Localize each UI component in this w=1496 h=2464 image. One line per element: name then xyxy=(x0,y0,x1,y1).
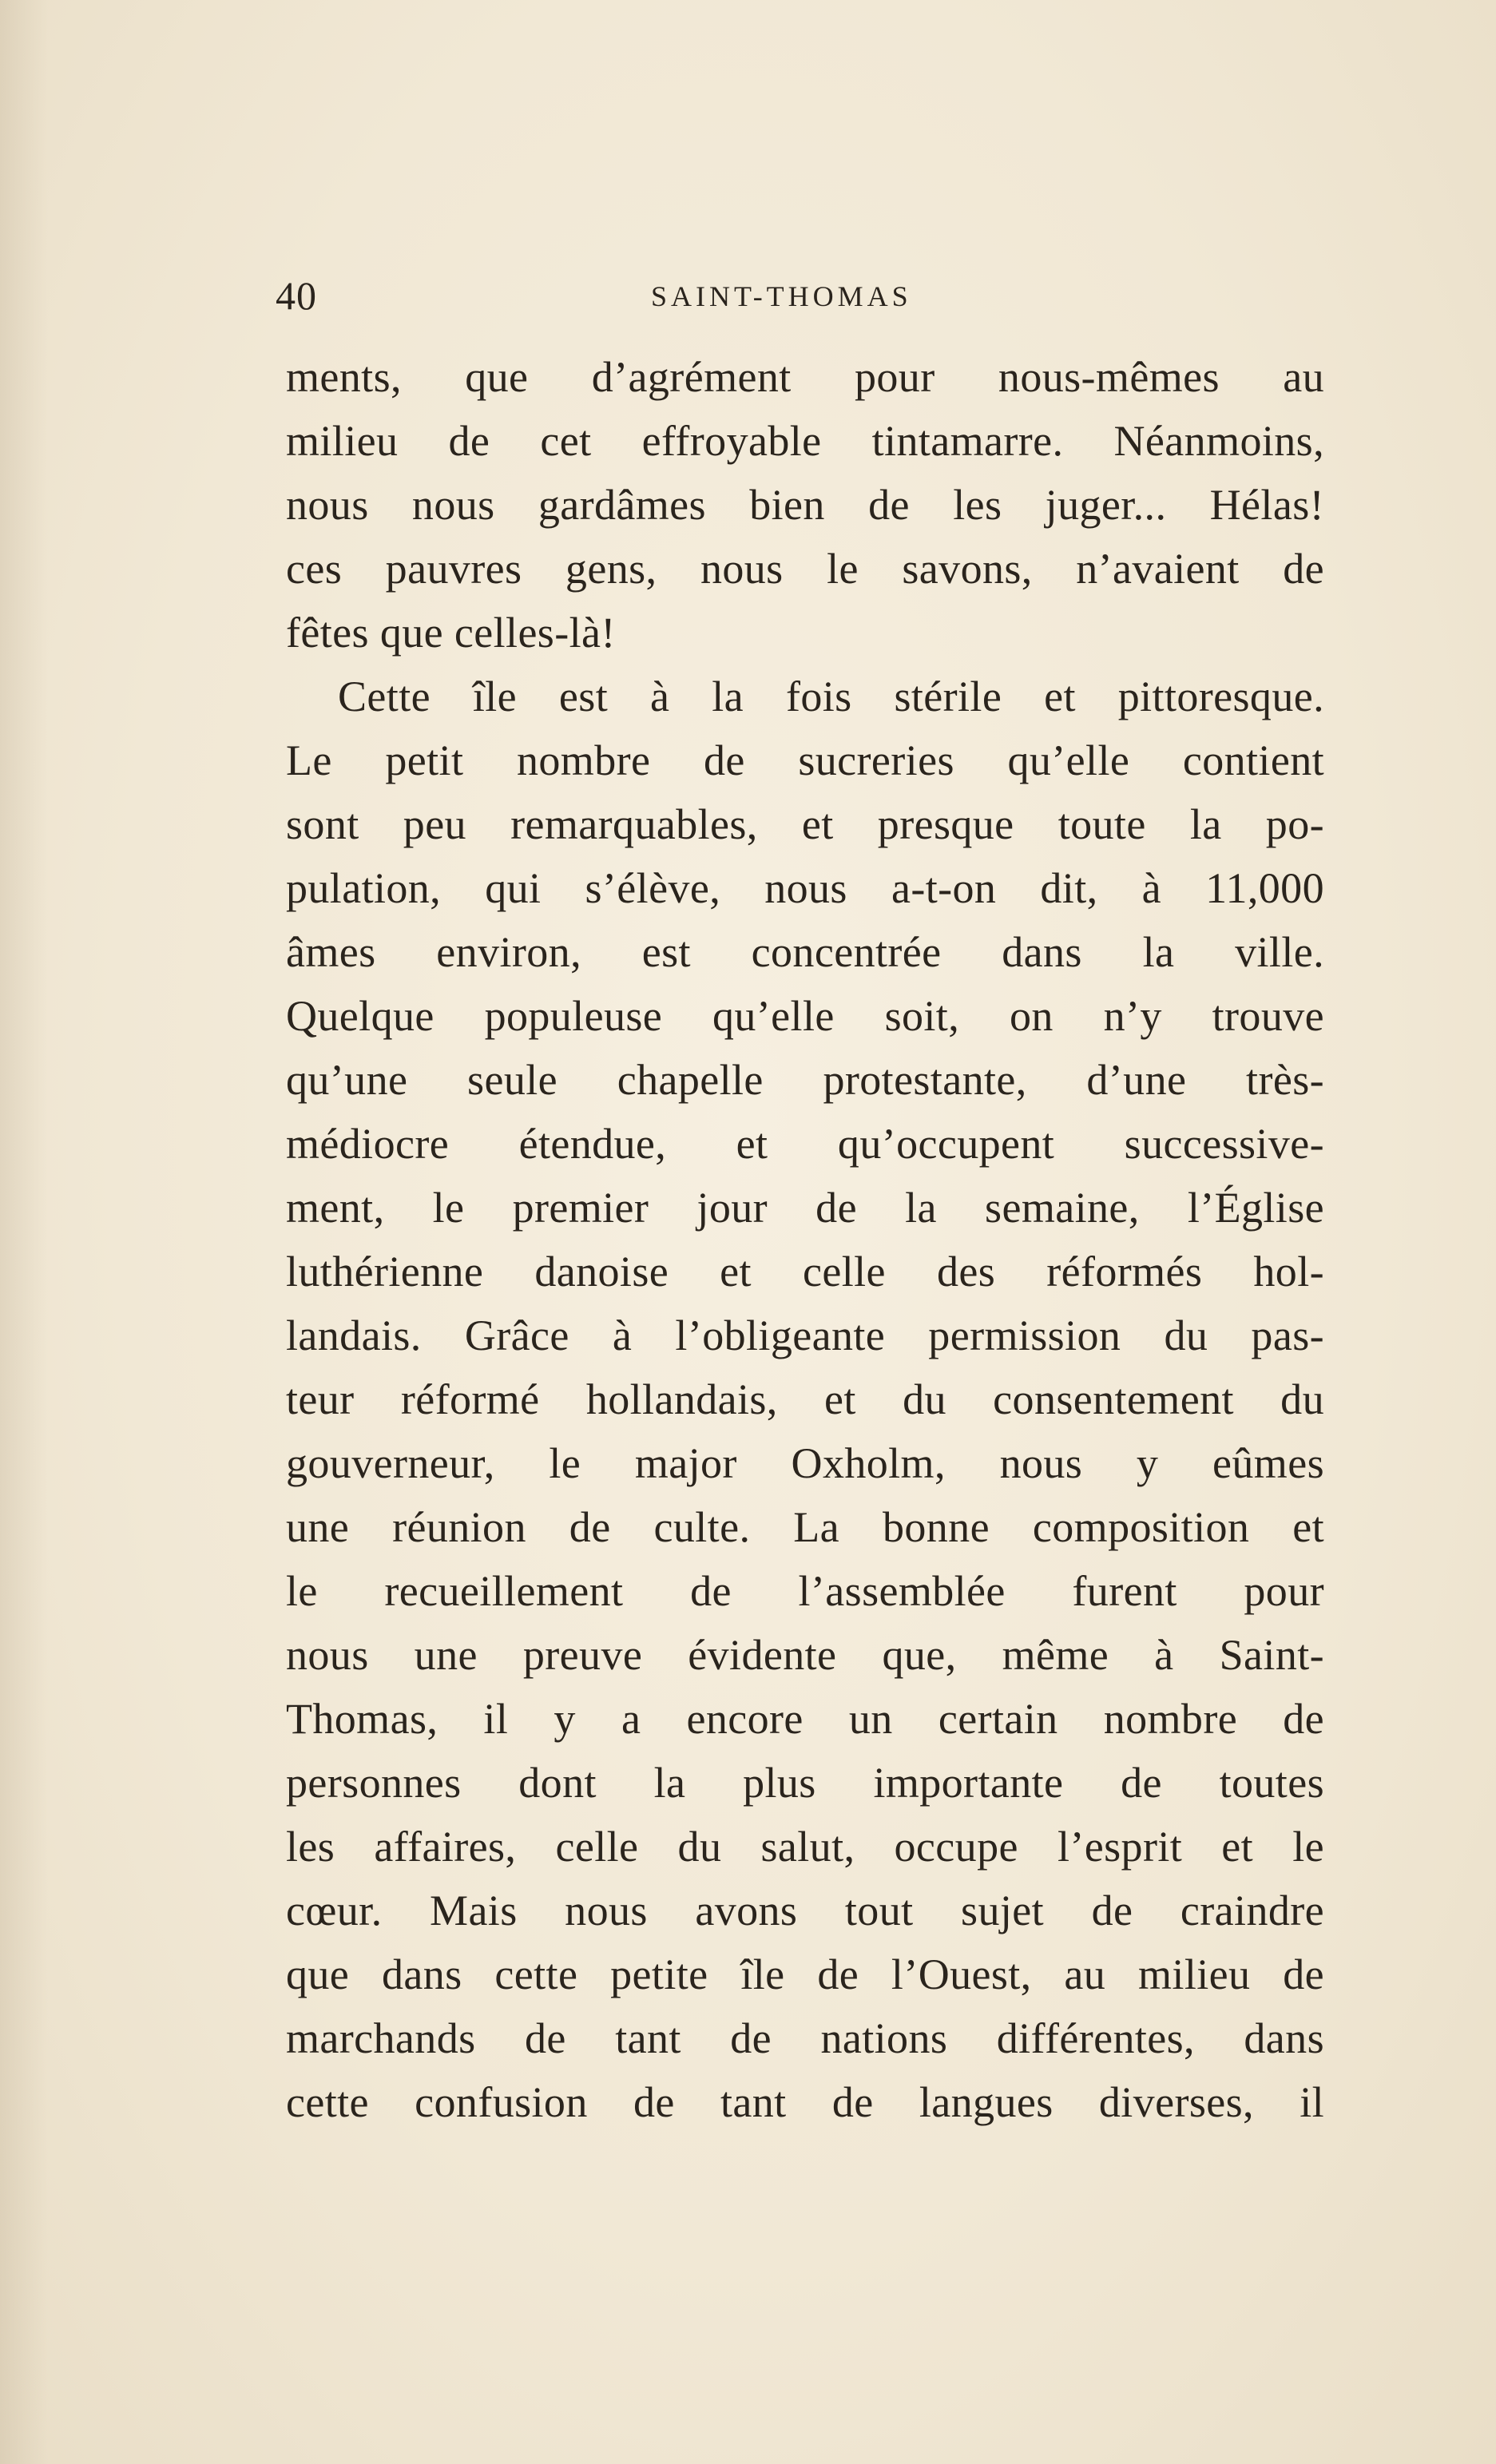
page-header xyxy=(276,272,1330,319)
running-title: SAINT-THOMAS xyxy=(651,280,912,312)
text-line: Quelque populeuse qu’elle soit, on n’y trouve xyxy=(286,992,1324,1040)
text-line: ces pauvres gens, nous le savons, n’avaient de xyxy=(286,545,1324,593)
text-line: gouverneur, le major Oxholm, nous y eûmes xyxy=(286,1439,1324,1487)
page-number: 40 xyxy=(276,273,317,318)
text-line: que dans cette petite île de l’Ouest, au milieu de xyxy=(286,1950,1324,1998)
text-line: médiocre étendue, et qu’occupent successive- xyxy=(286,1120,1324,1168)
text-line: qu’une seule chapelle protestante, d’une très- xyxy=(286,1056,1324,1104)
text-line: Cette île est à la fois stérile et pittoresque. xyxy=(338,673,1324,720)
text-line: une réunion de culte. La bonne composition et xyxy=(286,1503,1324,1551)
text-line: âmes environ, est concentrée dans la ville. xyxy=(286,928,1324,976)
text-line: fêtes que celles-là! xyxy=(286,609,616,657)
text-line: ments, que d’agrément pour nous-mêmes au xyxy=(286,353,1324,401)
text-line: pulation, qui s’élève, nous a-t-on dit, à 11,000 xyxy=(286,864,1324,912)
text-line: personnes dont la plus importante de toutes xyxy=(286,1759,1324,1807)
body-text xyxy=(286,345,1324,2134)
text-line: milieu de cet effroyable tintamarre. Néanmoins, xyxy=(286,417,1324,465)
text-line: Le petit nombre de sucreries qu’elle contient xyxy=(286,736,1324,784)
text-line: cette confusion de tant de langues diverses, il xyxy=(286,2078,1324,2126)
text-line: Thomas, il y a encore un certain nombre de xyxy=(286,1695,1324,1743)
text-line: nous nous gardâmes bien de les juger... Hélas! xyxy=(286,481,1324,529)
text-line: le recueillement de l’assemblée furent pour xyxy=(286,1567,1324,1615)
text-line: sont peu remarquables, et presque toute la po- xyxy=(286,800,1324,848)
text-line: landais. Grâce à l’obligeante permission du pas- xyxy=(286,1311,1324,1359)
text-line: cœur. Mais nous avons tout sujet de craindre xyxy=(286,1887,1324,1934)
text-line: marchands de tant de nations différentes, dans xyxy=(286,2014,1324,2062)
text-line: ment, le premier jour de la semaine, l’Église xyxy=(286,1184,1324,1232)
text-line: luthérienne danoise et celle des réformés hol- xyxy=(286,1248,1324,1295)
text-line: les affaires, celle du salut, occupe l’esprit et le xyxy=(286,1823,1324,1871)
text-line: nous une preuve évidente que, même à Saint- xyxy=(286,1631,1324,1679)
spine-shadow xyxy=(0,0,48,2464)
text-line: teur réformé hollandais, et du consentement du xyxy=(286,1375,1324,1423)
